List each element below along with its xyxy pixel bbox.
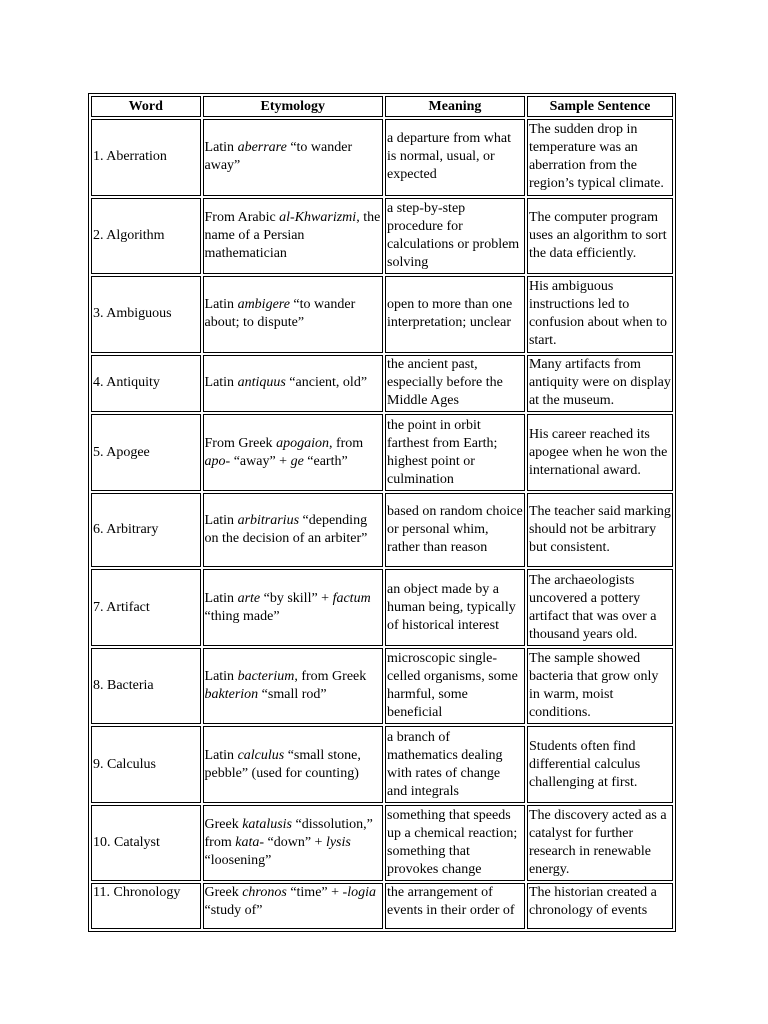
etymology-cell: From Greek apogaion, from apo- “away” + ge “earth”	[203, 414, 384, 491]
header-row	[91, 96, 673, 117]
vocabulary-table	[88, 93, 676, 932]
word-cell: 5. Apogee	[91, 414, 201, 491]
word-cell: 4. Antiquity	[91, 355, 201, 413]
table-row	[91, 355, 673, 413]
meaning-cell: the ancient past, especially before the Middle Ages	[385, 355, 525, 413]
meaning-cell: the arrangement of events in their order of	[385, 883, 525, 929]
sample-sentence-cell: His career reached its apogee when he won the international award.	[527, 414, 673, 491]
meaning-cell: a departure from what is normal, usual, or expected	[385, 119, 525, 196]
meaning-cell: microscopic single-celled organisms, some harmful, some beneficial	[385, 648, 525, 725]
etymology-cell: Greek katalusis “dissolution,” from kata- “down” + lysis “loosening”	[203, 805, 384, 882]
word-cell: 6. Arbitrary	[91, 493, 201, 567]
meaning-cell: a step-by-step procedure for calculations or problem solving	[385, 198, 525, 275]
etymology-cell: Latin arbitrarius “depending on the decision of an arbiter”	[203, 493, 384, 567]
word-cell: 1. Aberration	[91, 119, 201, 196]
header-word: Word	[91, 96, 201, 117]
etymology-cell: From Arabic al-Khwarizmi, the name of a Persian mathematician	[203, 198, 384, 275]
meaning-cell: the point in orbit farthest from Earth; highest point or culmination	[385, 414, 525, 491]
table-row	[91, 198, 673, 275]
meaning-cell: an object made by a human being, typically of historical interest	[385, 569, 525, 646]
sample-sentence-cell: Many artifacts from antiquity were on display at the museum.	[527, 355, 673, 413]
sample-sentence-cell: The discovery acted as a catalyst for further research in renewable energy.	[527, 805, 673, 882]
header-etymology: Etymology	[203, 96, 384, 117]
table-row	[91, 493, 673, 567]
header-sample-sentence: Sample Sentence	[527, 96, 673, 117]
header-meaning: Meaning	[385, 96, 525, 117]
word-cell: 9. Calculus	[91, 726, 201, 803]
etymology-cell: Latin antiquus “ancient, old”	[203, 355, 384, 413]
etymology-cell: Latin bacterium, from Greek bakterion “small rod”	[203, 648, 384, 725]
meaning-cell: a branch of mathematics dealing with rates of change and integrals	[385, 726, 525, 803]
meaning-cell: based on random choice or personal whim, rather than reason	[385, 493, 525, 567]
sample-sentence-cell: The computer program uses an algorithm to sort the data efficiently.	[527, 198, 673, 275]
sample-sentence-cell: Students often find differential calculus challenging at first.	[527, 726, 673, 803]
table-row	[91, 648, 673, 725]
etymology-cell: Latin calculus “small stone, pebble” (used for counting)	[203, 726, 384, 803]
sample-sentence-cell: His ambiguous instructions led to confusion about when to start.	[527, 276, 673, 353]
word-cell: 11. Chronology	[91, 883, 201, 929]
sample-sentence-cell: The sudden drop in temperature was an aberration from the region’s typical climate.	[527, 119, 673, 196]
word-cell: 8. Bacteria	[91, 648, 201, 725]
meaning-cell: open to more than one interpretation; unclear	[385, 276, 525, 353]
sample-sentence-cell: The sample showed bacteria that grow only in warm, moist conditions.	[527, 648, 673, 725]
table-row	[91, 119, 673, 196]
sample-sentence-cell: The historian created a chronology of events	[527, 883, 673, 929]
etymology-cell: Latin ambigere “to wander about; to dispute”	[203, 276, 384, 353]
table-row	[91, 805, 673, 882]
meaning-cell: something that speeds up a chemical reaction; something that provokes change	[385, 805, 525, 882]
word-cell: 2. Algorithm	[91, 198, 201, 275]
sample-sentence-cell: The teacher said marking should not be arbitrary but consistent.	[527, 493, 673, 567]
table-row	[91, 883, 673, 929]
table-row	[91, 414, 673, 491]
sample-sentence-cell: The archaeologists uncovered a pottery artifact that was over a thousand years old.	[527, 569, 673, 646]
word-cell: 7. Artifact	[91, 569, 201, 646]
table-row	[91, 276, 673, 353]
etymology-cell: Latin aberrare “to wander away”	[203, 119, 384, 196]
etymology-cell: Latin arte “by skill” + factum “thing made”	[203, 569, 384, 646]
word-cell: 10. Catalyst	[91, 805, 201, 882]
table-row	[91, 726, 673, 803]
table-body	[91, 119, 673, 929]
table-row	[91, 569, 673, 646]
etymology-cell: Greek chronos “time” + -logia “study of”	[203, 883, 384, 929]
word-cell: 3. Ambiguous	[91, 276, 201, 353]
